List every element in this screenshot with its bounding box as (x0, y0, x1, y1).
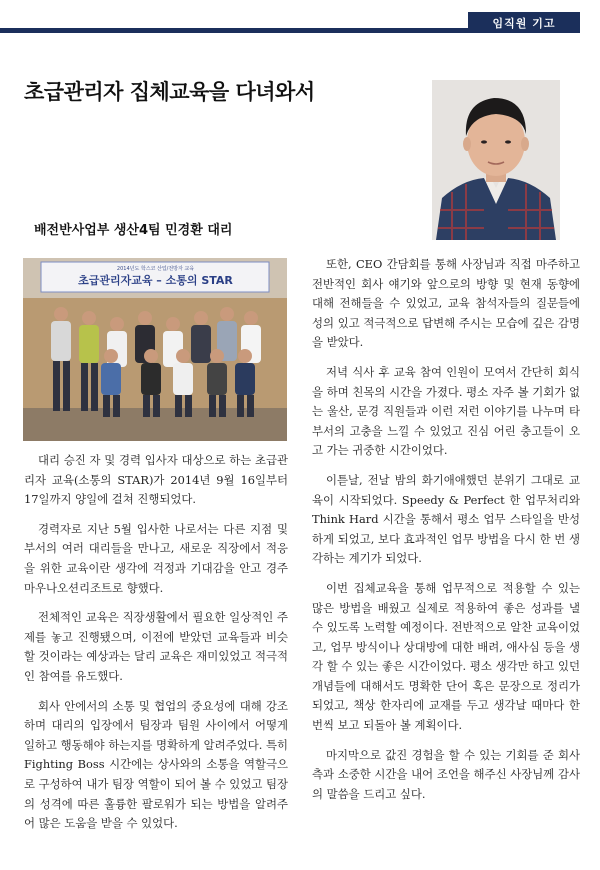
body-paragraph: 이번 집체교육을 통해 업무적으로 적용할 수 있는 많은 방법을 배웠고 실제로 적용하여 좋은 성과를 낼 수 있도록 노력할 예정이다. 전반적으로 알찬 교육이었고, 업무 방식이나 상대방에 대한 배려, 애사심 등을 생각 할 수 있는 좋은 시간이었다. 평소 생각만 하고 있던 개념들에 대해서도 명확한 단어 혹은 문장으로 정리가 되었고, 책상 한자리에 교재를 두고 생각날 때마다 한번씩 보고 되돌아 볼 계획이다. (312, 580, 580, 733)
section-label: 임직원 기고 (468, 12, 580, 33)
photo-banner-subtitle: 2014년도 학스코 산업/전방자 교육 (116, 265, 195, 272)
group-photo (23, 258, 287, 441)
article-body-left-column (24, 451, 288, 844)
body-paragraph: 전체적인 교육은 직장생활에서 필요한 일상적인 주제를 놓고 진행됐으며, 이전에 받았던 교육들과 비슷할 것이라는 예상과는 달리 교육은 재미있었고 적극적인 참여를 유도했다. (24, 610, 288, 683)
body-paragraph: 회사 안에서의 소통 및 협업의 중요성에 대해 강조하며 대리의 입장에서 팀장과 팀원 사이에서 어떻게 일하고 행동해야 하는지를 명확하게 알려주었다. 특히 Fighting Boss 시간에는 상사와의 소통을 역할극으로 구성하여 내가 팀장 역할이 되어 볼 수 있었고 팀장의 성격에 따른 훌륭한 팔로워가 되는 방법을 알려주어 많은 도움을 받을 수 있었다. (24, 698, 288, 831)
photo-banner (43, 261, 268, 291)
author-byline: 배전반사업부 생산4팀 민경환 대리 (34, 223, 233, 238)
author-portrait (432, 80, 560, 240)
body-paragraph: 대리 승진 자 및 경력 입사자 대상으로 하는 초급관리자 교육(소통의 STAR)가 2014년 9월 16일부터 17일까지 양일에 걸쳐 진행되었다. (24, 453, 288, 507)
body-paragraph: 마지막으로 값진 경험을 할 수 있는 기회를 준 회사 측과 소중한 시간을 내어 조언을 해주신 사장님께 감사의 말씀을 드리고 싶다. (312, 747, 580, 801)
photo-banner-title: 초급관리자교육 – 소통의 STAR (78, 273, 233, 287)
article-title: 초급관리자 집체교육을 다녀와서 (24, 80, 315, 104)
body-paragraph: 경력자로 지난 5월 입사한 나로서는 다른 지점 및 부서의 여러 대리들을 만나고, 새로운 직장에서 적응을 위한 교육이란 생각에 걱정과 기대감을 안고 경주 마우나오션리조트로 향했다. (24, 521, 288, 595)
body-paragraph: 이튿날, 전날 밤의 화기애애했던 분위기 그대로 교육이 시작되었다. Speedy & Perfect 한 업무처리와 Think Hard 시간을 통해서 평소 업무 스타일을 반성하게 되었고, 보다 효과적인 업무 방법을 다시 한 번 생각하는 계기가 되었다. (312, 472, 580, 566)
article-body-right-column (312, 255, 580, 814)
portrait-illustration (432, 80, 560, 240)
body-paragraph: 또한, CEO 간담회를 통해 사장님과 직접 마주하고 전반적인 회사 얘기와 앞으로의 방향 및 현재 동향에 대해 전해들을 수 있었고, 교육 참석자들의 질문들에 성의 있고 적극적으로 답변해 주시는 모습에 깊은 감명을 받았다. (312, 257, 580, 350)
body-paragraph: 저녁 식사 후 교육 참여 인원이 모여서 간단히 회식을 하며 친목의 시간을 가졌다. 평소 자주 볼 기회가 없는 울산, 문경 직원들과 이런 저런 이야기를 나누며 타 부서의 고충을 느낄 수 있었고 진심 어린 충고들이 오고 가는 귀중한 시간이었다. (312, 364, 580, 458)
